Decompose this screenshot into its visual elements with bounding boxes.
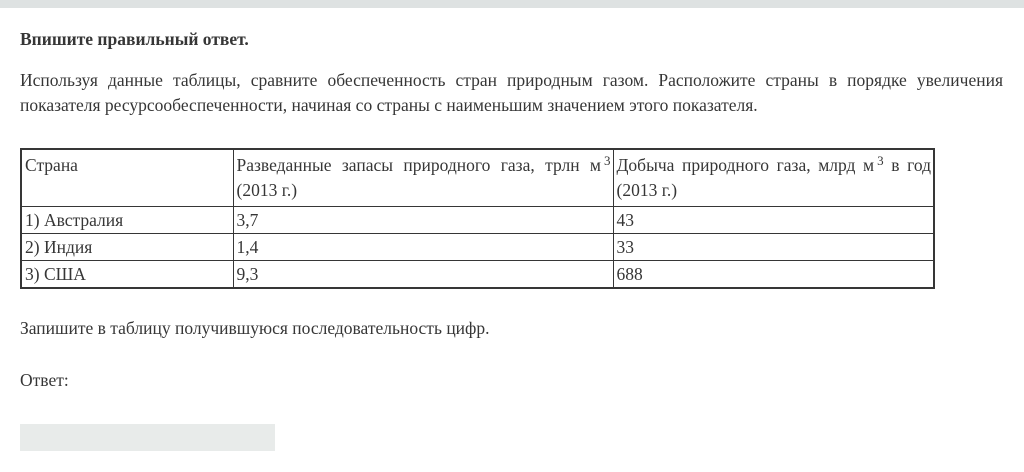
- cell-country: 2) Индия: [21, 234, 233, 261]
- cell-country: 3) США: [21, 261, 233, 289]
- cell-production: 688: [613, 261, 934, 289]
- question-text: Используя данные таблицы, сравните обеспеченность стран природным газом. Расположите страны в порядке увеличения показателя ресурсообеспеченности, начиная со страны с наименьшим значением этого показателя.: [20, 70, 1003, 115]
- col-header-reserves: [233, 149, 613, 207]
- cell-reserves: 1,4: [233, 234, 613, 261]
- cell-production: 43: [613, 207, 934, 234]
- col-header-country-label: Страна: [25, 155, 78, 175]
- page-title: Впишите правильный ответ.: [20, 29, 249, 49]
- col-header-production-label: Добыча природного газа, млрд м: [616, 155, 875, 175]
- answer-label: Ответ:: [20, 370, 69, 390]
- cubic-meter-superscript: 3: [877, 153, 884, 168]
- cell-production: 33: [613, 234, 934, 261]
- table-header-row: [21, 149, 934, 207]
- resources-table: [20, 148, 935, 289]
- answer-input[interactable]: [20, 424, 275, 451]
- col-header-production: [613, 149, 934, 207]
- followup-text: Запишите в таблицу получившуюся последовательность цифр.: [20, 318, 490, 338]
- cell-reserves: 3,7: [233, 207, 613, 234]
- table-row: [21, 234, 934, 261]
- col-header-production-year: в год (2013 г.): [616, 155, 932, 200]
- col-header-reserves-label: Разведанные запасы природного газа, трлн м: [236, 155, 601, 175]
- col-header-reserves-year: (2013 г.): [236, 180, 298, 200]
- cubic-meter-superscript: 3: [604, 153, 611, 168]
- top-bar: [0, 0, 1024, 8]
- col-header-country: [21, 149, 233, 207]
- table-row: [21, 261, 934, 289]
- table-row: [21, 207, 934, 234]
- question-page: [0, 27, 1024, 451]
- cell-reserves: 9,3: [233, 261, 613, 289]
- cell-country: 1) Австралия: [21, 207, 233, 234]
